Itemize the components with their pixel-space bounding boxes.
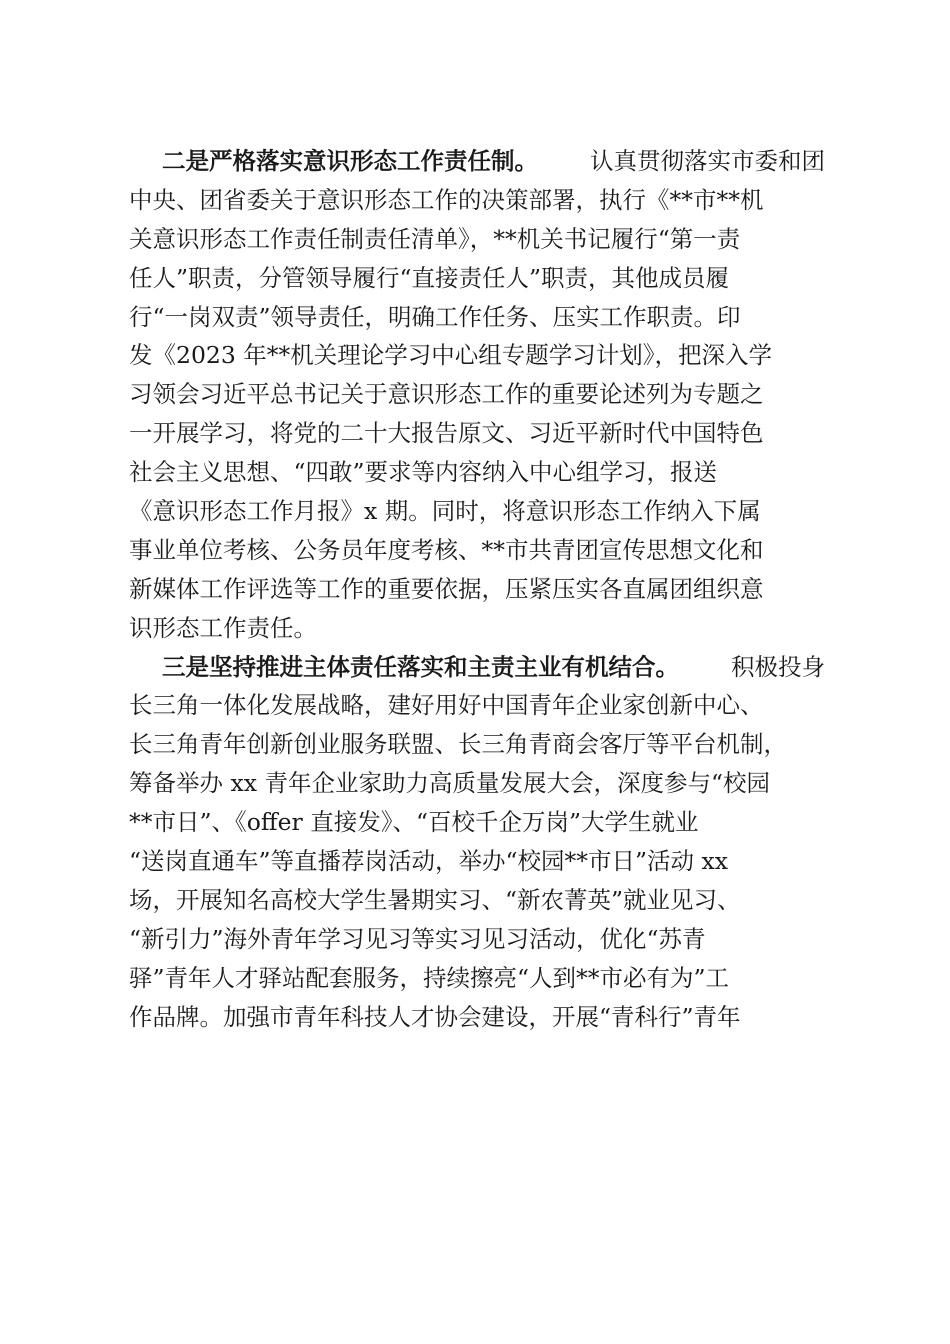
- paragraph-2-line-2: 长三角一体化发展战略，建好用好中国青年企业家创新中心、: [129, 691, 764, 720]
- paragraph-1-line-1: [129, 142, 825, 181]
- paragraph-2-line-1: [129, 648, 825, 687]
- paragraph-1-line-11: 事业单位考核、公务员年度考核、**市共青团宣传思想文化和: [129, 535, 764, 564]
- paragraph-2-line-9: 驿”青年人才驿站配套服务，持续擦亮“人到**市必有为”工: [129, 963, 730, 992]
- paragraph-1-line-13: 识形态工作责任。: [129, 613, 317, 642]
- paragraph-1-line-3: 关意识形态工作责任制责任清单》，**机关书记履行“第一责: [129, 224, 741, 253]
- document-body: [129, 142, 825, 1036]
- paragraph-1-line-6: 发《2023 年**机关理论学习中心组专题学习计划》，把深入学: [129, 341, 773, 370]
- paragraph-2-line-7: 场，开展知名高校大学生暑期实习、“新农菁英”就业见习、: [129, 885, 741, 914]
- paragraph-1-line-10: 《意识形态工作月报》x 期。同时，将意识形态工作纳入下属: [129, 497, 761, 526]
- paragraph-2-line-6: “送岗直通车”等直播荐岗活动，举办“校园**市日”活动 xx: [129, 847, 729, 876]
- paragraph-1-line-7: 习领会习近平总书记关于意识形态工作的重要论述列为专题之: [129, 380, 764, 409]
- paragraph-1-line-5: 行“一岗双责”领导责任，明确工作任务、压实工作职责。印: [129, 302, 741, 331]
- paragraph-1-line-12: 新媒体工作评选等工作的重要依据，压紧压实各直属团组织意: [129, 574, 764, 603]
- paragraph-2-text: 积极投身: [731, 652, 825, 681]
- paragraph-2-line-8: “新引力”海外青年学习见习等实习见习活动，优化“苏青: [129, 924, 706, 953]
- paragraph-2-line-10: 作品牌。加强市青年科技人才协会建设，开展“青科行”青年: [129, 1002, 741, 1031]
- paragraph-1-text: 认真贯彻落实市委和团: [590, 147, 825, 175]
- paragraph-1-line-4: 任人”职责，分管领导履行“直接责任人”职责，其他成员履: [129, 263, 730, 292]
- paragraph-1-line-8: 一开展学习，将党的二十大报告原文、习近平新时代中国特色: [129, 419, 764, 448]
- paragraph-1-lead: 二是严格落实意识形态工作责任制。: [162, 147, 538, 175]
- paragraph-2-lead: 三是坚持推进主体责任落实和主责主业有机结合。: [162, 652, 679, 681]
- paragraph-2-line-4: 筹备举办 xx 青年企业家助力高质量发展大会，深度参与“校园: [129, 769, 770, 798]
- paragraph-2-line-5: **市日”、《offer 直接发》、“百校千企万岗”大学生就业: [129, 808, 699, 837]
- paragraph-1-line-9: 社会主义思想、“四敢”要求等内容纳入中心组学习，报送: [129, 458, 718, 487]
- paragraph-1-line-2: 中央、团省委关于意识形态工作的决策部署，执行《**市**机: [129, 185, 764, 214]
- paragraph-2-line-3: 长三角青年创新创业服务联盟、长三角青商会客厅等平台机制，: [129, 730, 787, 759]
